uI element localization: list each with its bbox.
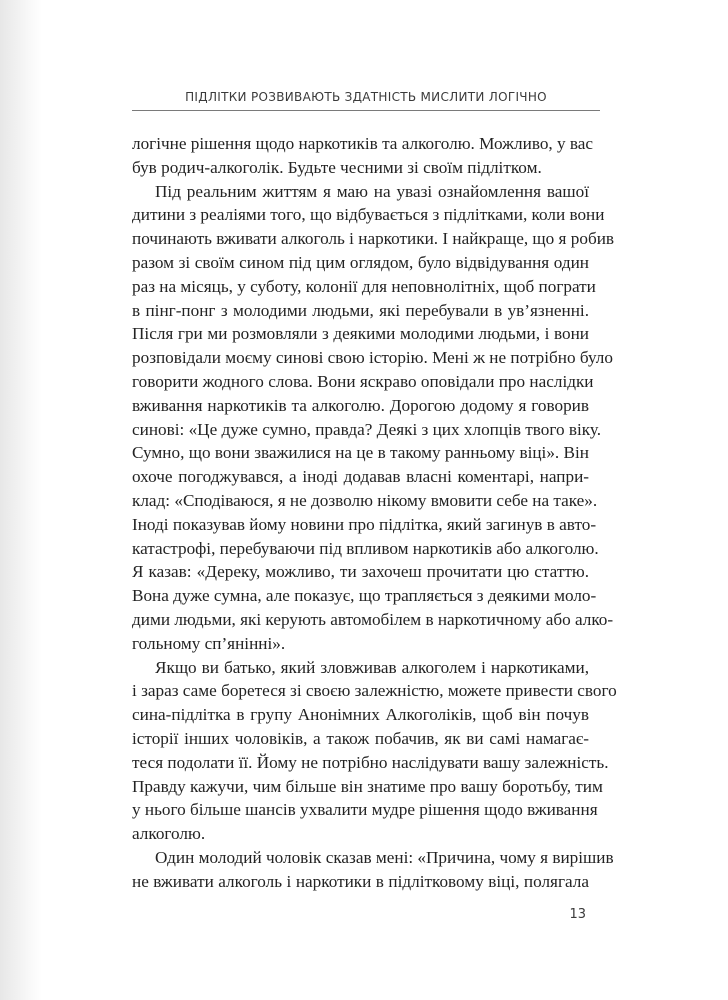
paragraph-first-line: Під реальним життям я маю на увазі ознайомлення вашої xyxy=(155,181,589,201)
text-line: раз на місяць, у суботу, колонії для неповнолітніх, щоб пограти xyxy=(132,276,596,296)
text-line: розповідали моєму синові свою історію. Мені ж не потрібно було xyxy=(132,348,613,368)
text-line: катастрофі, перебуваючи під впливом наркотиків або алкоголю. xyxy=(132,538,599,558)
text-line: Правду кажучи, чим більше він знатиме про вашу боротьбу, тим xyxy=(132,776,603,796)
text-line: гольному сп’янінні». xyxy=(132,633,286,653)
text-line: клад: «Сподіваюся, я не дозволю нікому вмовити себе на таке». xyxy=(132,490,598,510)
text-line: Сумно, що вони зважилися на це в такому ранньому віці». Він xyxy=(132,443,589,463)
text-line: Вона дуже сумна, але показує, що трапляється з деякими моло- xyxy=(132,586,597,606)
text-line: був родич-алкоголік. Будьте чесними зі своїм підлітком. xyxy=(132,157,542,177)
text-line: історії інших чоловіків, а також побачив, як ви самі намагає- xyxy=(132,728,589,748)
text-line: Іноді показував йому новини про підлітка, який загинув в авто- xyxy=(132,514,597,534)
page-number: 13 xyxy=(569,907,586,922)
text-line: сина-підлітка в групу Анонімних Алкоголіків, щоб він почув xyxy=(132,705,589,725)
text-line: теся подолати її. Йому не потрібно наслідувати вашу залежність. xyxy=(132,752,609,772)
text-line: вживання наркотиків та алкоголю. Дорогою додому я говорив xyxy=(132,395,589,415)
text-line: Я казав: «Дереку, можливо, ти захочеш прочитати цю статтю. xyxy=(132,562,589,582)
paragraph-first-line: Якщо ви батько, який зловживав алкоголем і наркотиками, xyxy=(155,657,589,677)
text-line: Після гри ми розмовляли з деякими молодими людьми, і вони xyxy=(132,324,589,344)
text-line: разом зі своїм сином під цим оглядом, було відвідування один xyxy=(132,252,589,272)
text-line: і зараз саме боретеся зі своєю залежністю, можете привести свого xyxy=(132,681,617,701)
text-line: говорити жодного слова. Вони яскраво оповідали про наслідки xyxy=(132,371,594,391)
text-line: синові: «Це дуже сумно, правда? Деякі з цих хлопців твого віку. xyxy=(132,419,602,439)
running-header: ПІДЛІТКИ РОЗВИВАЮТЬ ЗДАТНІСТЬ МИСЛИТИ ЛОГІЧНО xyxy=(185,90,547,104)
text-line: логічне рішення щодо наркотиків та алкоголю. Можливо, у вас xyxy=(132,134,594,153)
text-line: не вживати алкоголь і наркотики в підлітковому віці, полягала xyxy=(132,871,589,891)
text-line: алкоголю. xyxy=(132,824,206,844)
text-line: в пінг-понг з молодими людьми, які перебували в ув’язненні. xyxy=(132,300,589,320)
text-line: охоче погоджувався, а іноді додавав власні коментарі, напри- xyxy=(132,467,589,487)
text-line: у нього більше шансів ухвалити мудре рішення щодо вживання xyxy=(132,800,598,820)
header-rule xyxy=(132,110,600,111)
body-text xyxy=(132,132,617,894)
paragraph-first-line: Один молодий чоловік сказав мені: «Причина, чому я вирішив xyxy=(155,847,614,867)
text-line: дими людьми, які керують автомобілем в наркотичному або алко- xyxy=(132,609,614,629)
text-line: дитини з реаліями того, що відбувається з підлітками, коли вони xyxy=(132,205,605,225)
page-gutter-shadow xyxy=(0,0,42,1000)
text-line: починають вживати алкоголь і наркотики. І найкраще, що я робив xyxy=(132,229,615,249)
